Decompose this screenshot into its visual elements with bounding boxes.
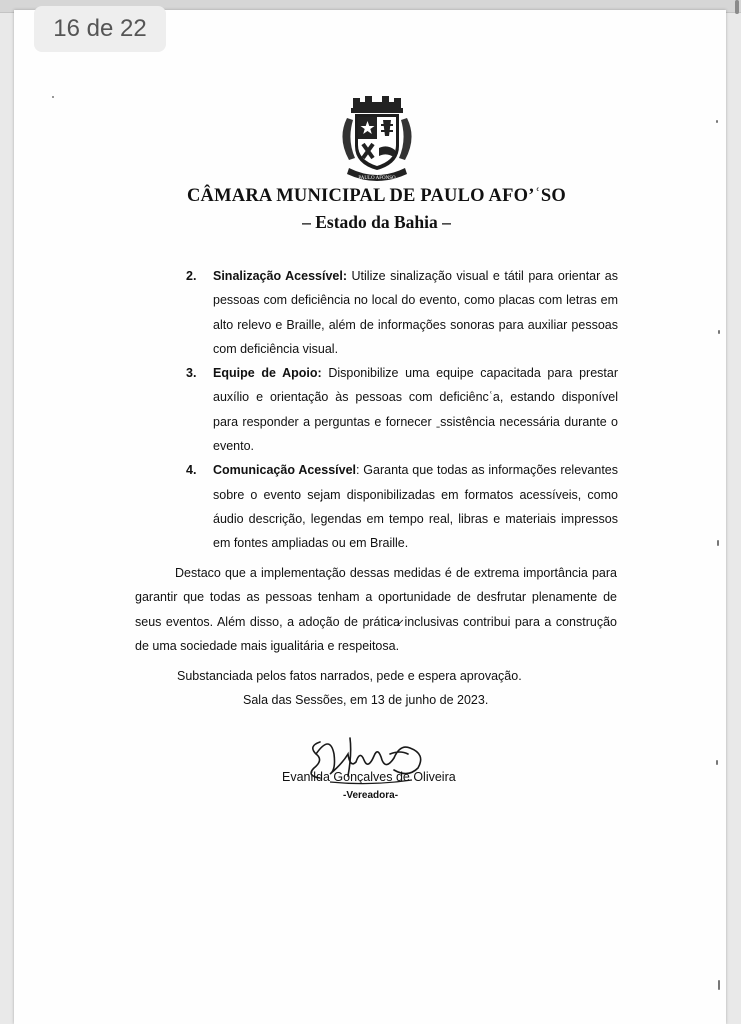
crest-ribbon-text: PAULO AFONSO	[358, 176, 396, 181]
list-item-body: Utilize sinalização visual e tátil para orientar as pessoas com deficiência no local do evento, como placas com letras em alto relevo e Braille, além de informações sonoras para auxiliar pessoas com deficiência visual.	[213, 269, 618, 356]
list-item-number: 3.	[186, 366, 197, 381]
list-item	[186, 361, 618, 458]
measures-list	[186, 264, 618, 556]
list-item-heading: Comunicação Acessível	[213, 463, 357, 478]
scan-speck	[718, 330, 720, 334]
scrollbar-thumb[interactable]	[735, 0, 739, 14]
state-subtitle: – Estado da Bahia –	[302, 212, 451, 232]
list-item-body: Disponibilize uma equipe capacitada para prestar auxílio e orientação às pessoas com deficiêncʿa, estando disponível para responder a perguntas e fornecer ˍssistência necessária durante o evento.	[213, 366, 618, 454]
chamber-title: CÂMARA MUNICIPAL DE PAULO AFO’ʿSO	[187, 186, 566, 206]
list-item-body: : Garanta que todas as informações relevantes sobre o evento sejam disponibilizadas em formatos acessíveis, como áudio descrição, legendas em tempo real, libras e materiais impressos em fontes ampliadas ou em Braille.	[213, 463, 618, 551]
page-counter-text: 16 de 22	[53, 15, 147, 42]
scan-speck	[717, 540, 719, 546]
session-date: Sala das Sessões, em 13 de junho de 2023.	[243, 693, 489, 707]
conclusion-paragraph: Destaco que a implementação dessas medidas é de extrema importância para garantir que todas as pessoas tenham a oportunidade de desfrutar plenamente de seus eventos. Além disso, a adoção de prática̷ inclusivas contribui para a construção de uma sociedade mais igualitária e respeitosa.	[135, 566, 617, 653]
municipal-crest-icon	[327, 88, 427, 188]
list-item-heading: Equipe de Apoio:	[213, 366, 322, 381]
page-counter-badge	[34, 6, 166, 52]
list-item-number: 2.	[186, 269, 197, 283]
list-item-text	[213, 361, 618, 458]
signer-role: -Vereadora-	[343, 790, 399, 801]
list-item-text	[213, 264, 618, 361]
list-item-number: 4.	[186, 463, 197, 478]
list-item	[186, 458, 618, 555]
list-item	[186, 264, 618, 361]
closing-request: Substanciada pelos fatos narrados, pede e espera aprovação.	[177, 669, 522, 683]
scan-speck	[52, 96, 54, 98]
scan-speck	[718, 980, 720, 990]
signer-name: Evanilda Gonçalves de Oliveira	[282, 770, 456, 784]
list-item-heading: Sinalização Acessível:	[213, 269, 347, 283]
scan-speck	[716, 760, 718, 765]
scan-speck	[716, 120, 718, 123]
list-item-text	[213, 458, 618, 555]
